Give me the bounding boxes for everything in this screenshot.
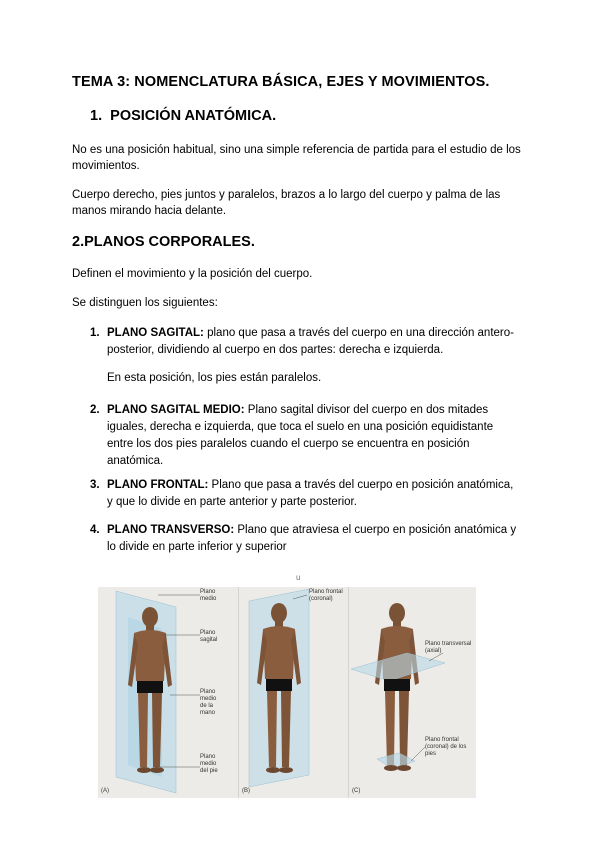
- list-item-text: Plano sagital divisor del cuerpo en dos mitades iguales, derecha e izquierda, que toca el suelo en una posición equidistante entre los dos pies paralelos cuando el cuerpo se encuentra en posición anatómica.: [107, 404, 494, 467]
- list-item-body: [107, 477, 517, 511]
- section-1-title: POSICIÓN ANATÓMICA.: [110, 108, 277, 124]
- list-item-body: [107, 402, 517, 470]
- anatomical-planes-figure: [98, 587, 476, 798]
- section-2-heading: 2.PLANOS CORPORALES.: [72, 234, 255, 250]
- list-item-number: 3.: [90, 479, 100, 491]
- list-item-number: 1.: [90, 327, 100, 339]
- figure-panel-c: [348, 587, 476, 798]
- caption-c: (C): [352, 788, 361, 794]
- section-2-paragraph-1: Definen el movimiento y la posición del cuerpo.: [72, 268, 313, 280]
- list-item-body: [107, 522, 517, 556]
- label-plano-medio-mano: Plano medio de la mano: [200, 689, 217, 716]
- label-plano-medio-pie: Plano medio del pie: [200, 754, 218, 774]
- list-item-number: 4.: [90, 524, 100, 536]
- section-2-paragraph-2: Se distinguen los siguientes:: [72, 297, 218, 309]
- document-title: TEMA 3: NOMENCLATURA BÁSICA, EJES Y MOVIMIENTOS.: [72, 74, 490, 90]
- list-item-text: plano que pasa a través del cuerpo en una dirección antero-posterior, dividiendo al cuerpo en dos partes: derecha e izquierda.: [107, 327, 514, 356]
- list-item-term: PLANO SAGITAL:: [107, 327, 204, 339]
- label-plano-frontal: Plano frontal (coronal): [309, 589, 343, 602]
- list-item-note: En esta posición, los pies están paralelos.: [107, 372, 322, 384]
- section-1-paragraph-2: Cuerpo derecho, pies juntos y paralelos, brazos a lo largo del cuerpo y palma de las manos mirando hacia delante.: [72, 189, 501, 217]
- list-item: [90, 402, 520, 467]
- frontal-plane-illustration: [239, 587, 349, 798]
- label-plano-frontal-pies: Plano frontal (coronal) de los pies: [425, 737, 467, 757]
- label-plano-sagital: Plano sagital: [200, 630, 218, 643]
- figure-panel-b: [238, 587, 349, 798]
- caption-b: (B): [242, 788, 250, 794]
- list-item-number: 2.: [90, 404, 100, 416]
- list-item-term: PLANO SAGITAL MEDIO:: [107, 404, 245, 416]
- label-plano-transversal: Plano transversal (axial): [425, 641, 472, 654]
- list-item: [90, 477, 520, 513]
- list-item-text: Plano que atraviesa el cuerpo en posición anatómica y lo divide en parte inferior y superior: [107, 524, 517, 553]
- list-item-term: PLANO TRANSVERSO:: [107, 524, 235, 536]
- figure-panel-a: [98, 587, 224, 798]
- section-1-heading: [90, 108, 276, 124]
- transverse-plane-illustration: [349, 587, 476, 798]
- list-item-term: PLANO FRONTAL:: [107, 479, 209, 491]
- list-item-body: [107, 325, 517, 359]
- caption-a: (A): [101, 788, 109, 794]
- section-1-number: 1.: [90, 108, 103, 124]
- section-1-paragraph-1: No es una posición habitual, sino una simple referencia de partida para el estudio de los movimientos.: [72, 144, 521, 172]
- label-plano-medio: Plano medio: [200, 589, 217, 602]
- page-marker: u: [296, 573, 301, 582]
- list-item: [90, 522, 520, 558]
- list-item-text: Plano que pasa a través del cuerpo en posición anatómica, y que lo divide en parte anterior y parte posterior.: [107, 479, 514, 508]
- list-item: [90, 325, 520, 361]
